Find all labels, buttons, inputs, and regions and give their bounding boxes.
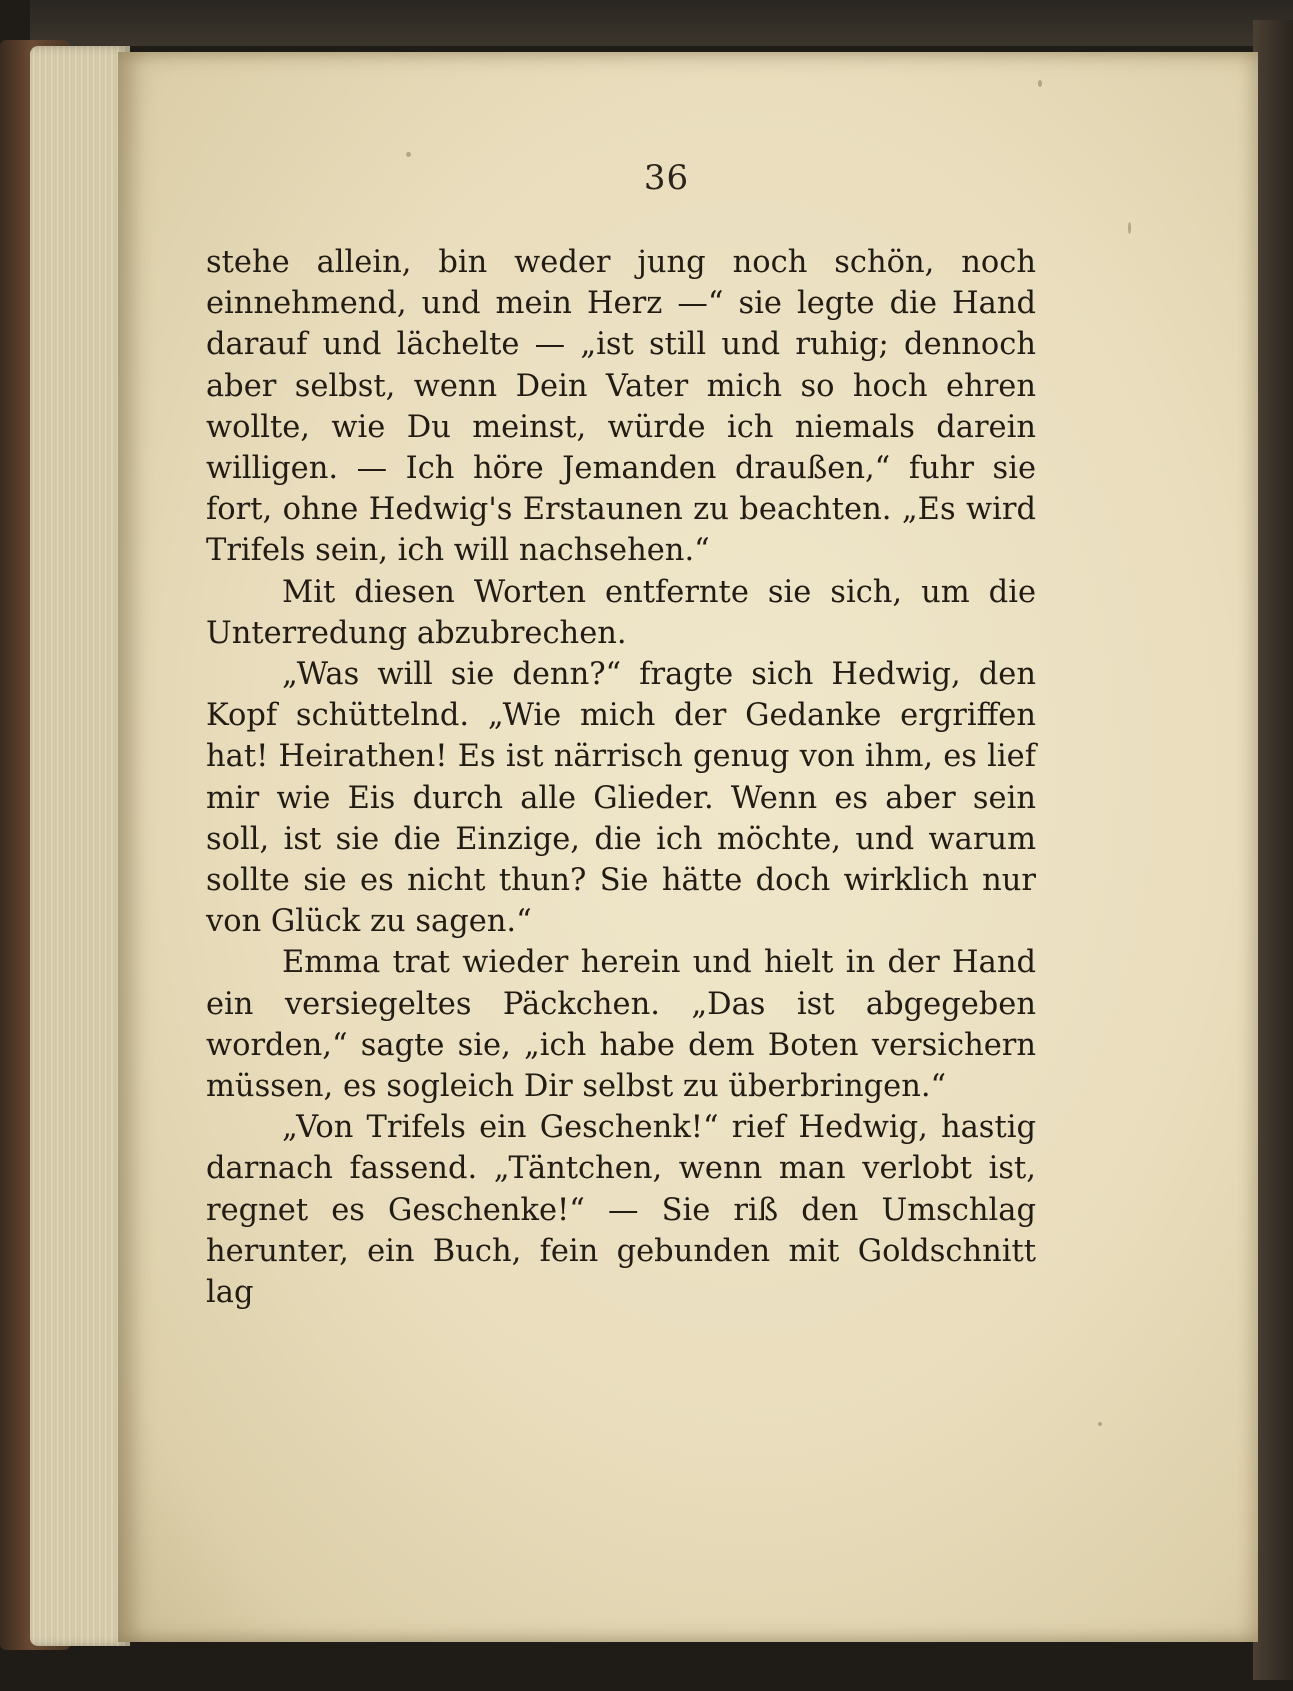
paragraph: Mit diesen Worten entfernte sie sich, um die Unterredung abzubrechen. (206, 574, 1036, 651)
book-cover-top (30, 0, 1293, 46)
paragraph: „Von Trifels ein Geschenk!“ rief Hedwig, hastig darnach fassend. „Täntchen, wenn man verlobt ist, regnet es Geschenke!“ — Sie riß den Umschlag herunter, ein Buch, fein gebunden mit Goldschnitt lag (206, 1110, 1036, 1311)
page-number: 36 (643, 158, 690, 198)
paragraph: Emma trat wieder herein und hielt in der Hand ein versiegeltes Päckchen. „Das ist abgegeben worden,“ sagte sie, „ich habe dem Boten versichern müssen, es sogleich Dir selbst zu überbringen.“ (206, 945, 1036, 1105)
paper-fleck (1098, 1422, 1102, 1426)
paper-fleck (1038, 80, 1042, 87)
page-stack-edges (30, 46, 130, 1646)
book-cover-edge (1253, 20, 1293, 1680)
body-text (206, 242, 1036, 1313)
paragraph: stehe allein, bin weder jung noch schön, noch einnehmend, und mein Herz —“ sie legte die Hand darauf und lächelte — „ist still und ruhig; dennoch aber selbst, wenn Dein Vater mich so hoch ehren wollte, wie Du meinst, würde ich niemals darein willigen. — Ich höre Jemanden draußen,“ fuhr sie fort, ohne Hedwig's Erstaunen zu beachten. „Es wird Trifels sein, ich will nachsehen.“ (206, 245, 1036, 569)
paragraph: „Was will sie denn?“ fragte sich Hedwig, den Kopf schüttelnd. „Wie mich der Gedanke ergriffen hat! Heirathen! Es ist närrisch genug von ihm, es lief mir wie Eis durch alle Glieder. Wenn es aber sein soll, ist sie die Einzige, die ich möchte, und warum sollte sie es nicht thun? Sie hätte doch wirklich nur von Glück zu sagen.“ (206, 657, 1036, 940)
paper-fleck (406, 152, 411, 157)
paper-fleck (1128, 222, 1131, 234)
